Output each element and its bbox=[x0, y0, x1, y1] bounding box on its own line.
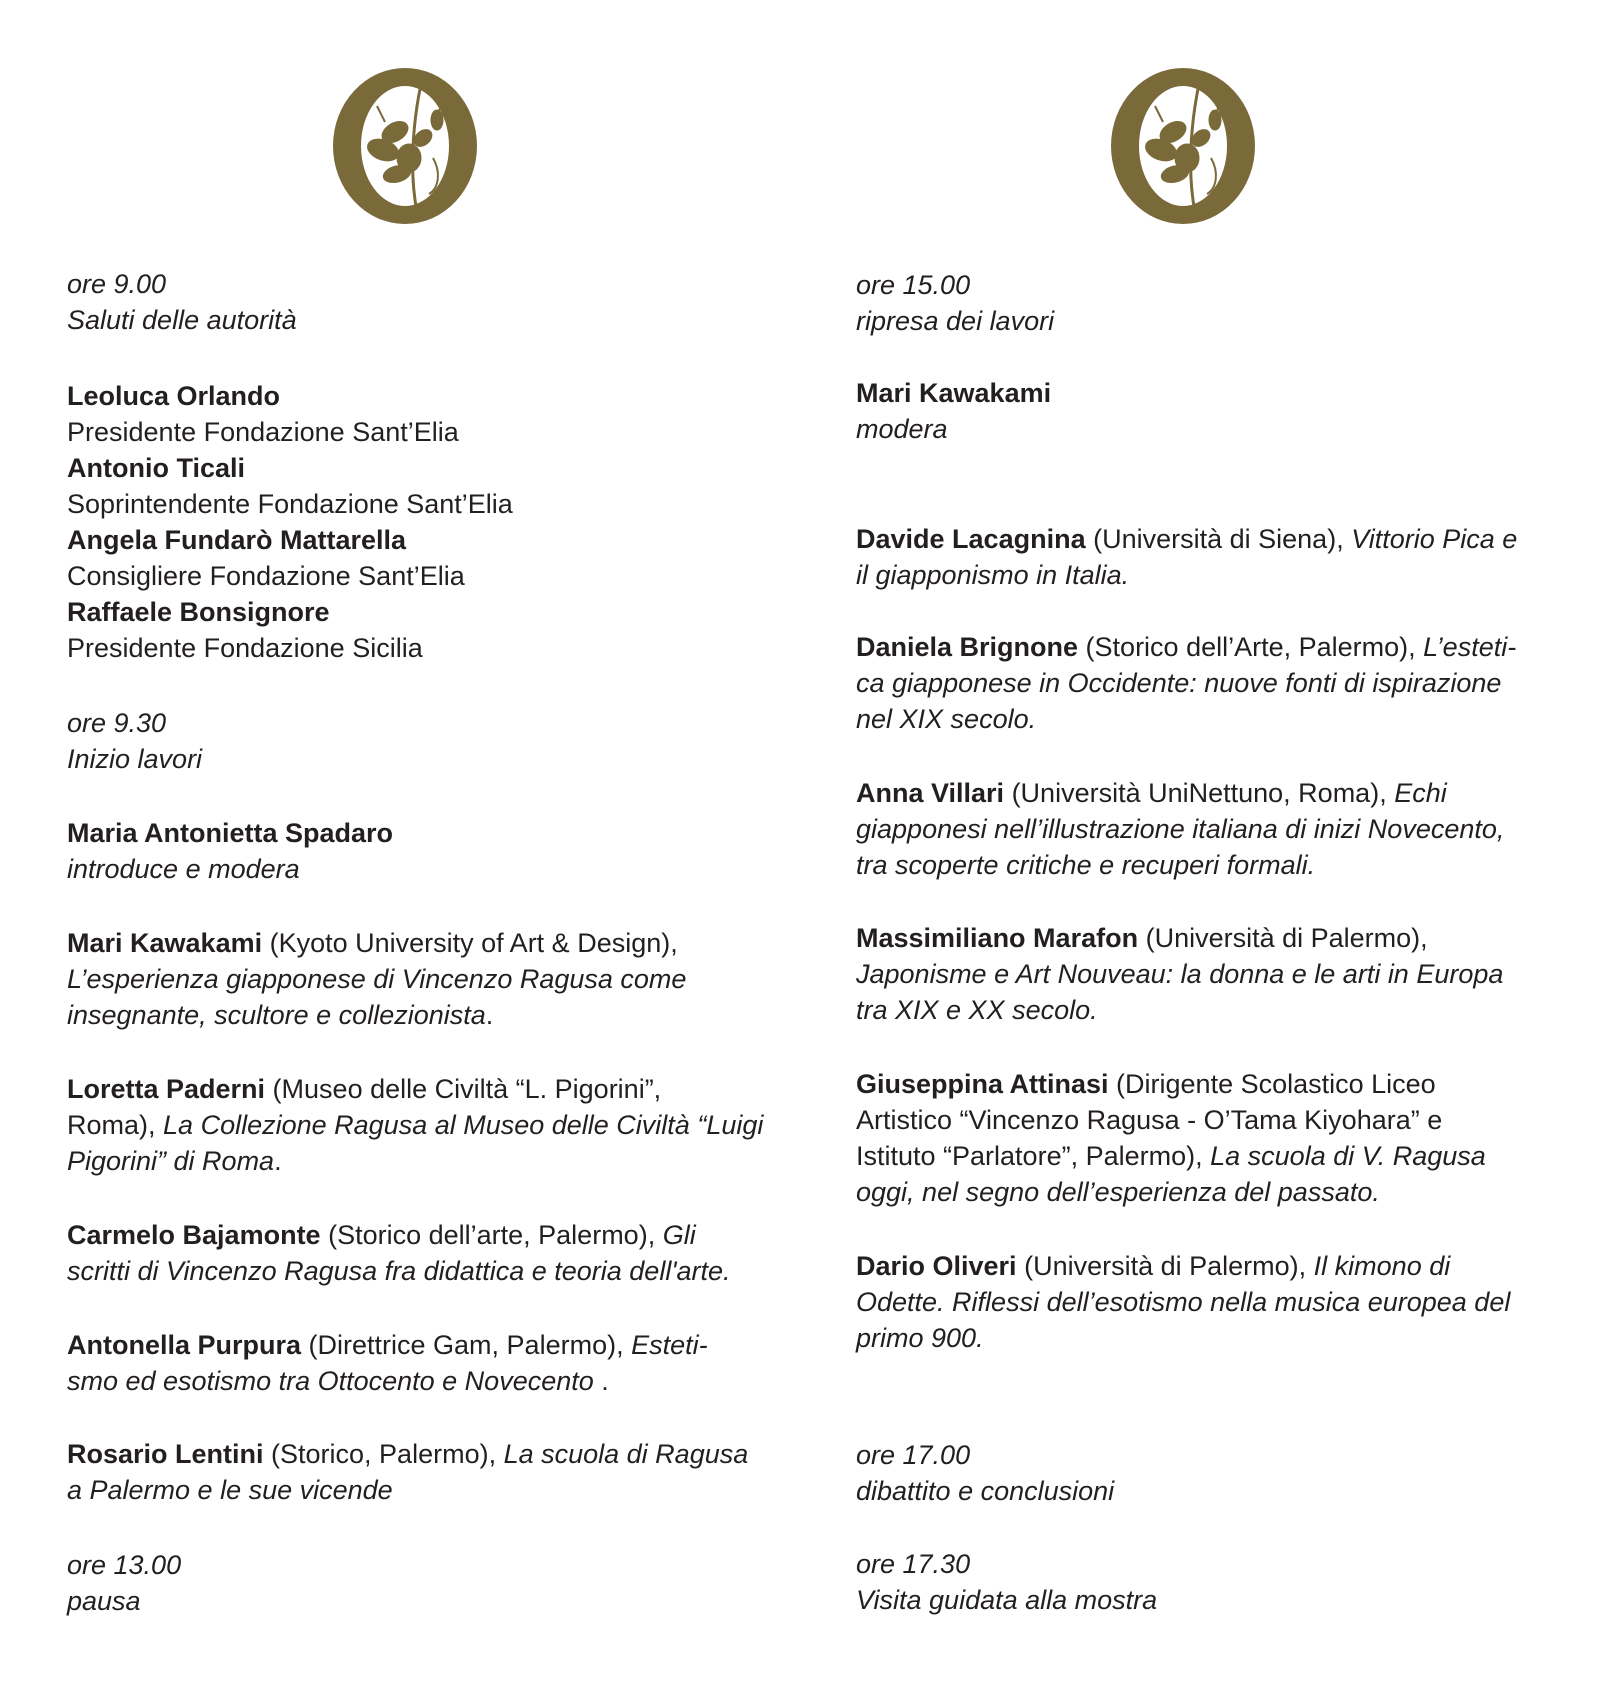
moderator-name: Maria Antonietta Spadaro bbox=[67, 818, 394, 848]
talk-entry: Antonella Purpura (Direttrice Gam, Palermo), Esteti- bbox=[67, 1330, 708, 1360]
speaker-name: Angela Fundarò Mattarella bbox=[67, 525, 407, 555]
time-label: ore 9.30 bbox=[67, 708, 167, 738]
time-label: ore 15.00 bbox=[856, 270, 971, 300]
talk-entry bbox=[856, 1066, 1436, 1103]
speaker-affiliation: (Dirigente Scolastico Liceo bbox=[1108, 1069, 1436, 1099]
moderator-name: Mari Kawakami bbox=[856, 378, 1052, 408]
talk-entry bbox=[67, 1071, 661, 1108]
talk-title: Roma), La Collezione Ragusa al Museo delle Civiltà “Luigi bbox=[67, 1110, 764, 1140]
orchid-logo-icon bbox=[325, 62, 485, 230]
talk-title: insegnante, scultore e collezionista. bbox=[67, 1000, 494, 1030]
speaker-affiliation: (Università UniNettuno, Roma), bbox=[1004, 778, 1395, 808]
speaker-affiliation: (Museo delle Civiltà “L. Pigorini”, bbox=[265, 1074, 662, 1104]
talk-entry bbox=[67, 925, 678, 962]
moderator-role: modera bbox=[856, 414, 948, 444]
session-label: pausa bbox=[67, 1586, 141, 1616]
talk-entry bbox=[856, 920, 1428, 957]
session-label: Visita guidata alla mostra bbox=[856, 1585, 1158, 1615]
talk-title: ca giapponese in Occidente: nuove fonti di ispirazione bbox=[856, 668, 1502, 698]
speaker-affiliation: (Università di Siena), bbox=[1085, 524, 1352, 554]
talk-entry: Davide Lacagnina (Università di Siena), Vittorio Pica e bbox=[856, 524, 1518, 554]
speaker-role: Presidente Fondazione Sicilia bbox=[67, 633, 423, 663]
talk-title: Pigorini” di Roma. bbox=[67, 1146, 282, 1176]
talk-title: a Palermo e le sue vicende bbox=[67, 1475, 393, 1505]
talk-title: nel XIX secolo. bbox=[856, 704, 1037, 734]
talk-title: Istituto “Parlatore”, Palermo), La scuola di V. Ragusa bbox=[856, 1141, 1486, 1171]
speaker-name: Davide Lacagnina bbox=[856, 524, 1086, 554]
speaker-name: Raffaele Bonsignore bbox=[67, 597, 330, 627]
speaker-name: Massimiliano Marafon bbox=[856, 923, 1139, 953]
talk-title: L’esperienza giapponese di Vincenzo Ragusa come bbox=[67, 964, 687, 994]
speaker-name: Anna Villari bbox=[856, 778, 1005, 808]
talk-title: smo ed esotismo tra Ottocento e Novecento . bbox=[67, 1366, 609, 1396]
talk-entry: Daniela Brignone (Storico dell’Arte, Palermo), L’esteti- bbox=[856, 632, 1517, 662]
talk-entry: Rosario Lentini (Storico, Palermo), La scuola di Ragusa bbox=[67, 1439, 749, 1469]
time-label: ore 9.00 bbox=[67, 269, 167, 299]
speaker-affiliation: (Direttrice Gam, Palermo), bbox=[301, 1330, 632, 1360]
talk-title: il giapponismo in Italia. bbox=[856, 560, 1130, 590]
speaker-name: Antonella Purpura bbox=[67, 1330, 302, 1360]
speaker-name: Rosario Lentini bbox=[67, 1439, 264, 1469]
speaker-name: Daniela Brignone bbox=[856, 632, 1079, 662]
speaker-name: Dario Oliveri bbox=[856, 1251, 1017, 1281]
talk-title: oggi, nel segno dell’esperienza del passato. bbox=[856, 1177, 1380, 1207]
speaker-role: Presidente Fondazione Sant’Elia bbox=[67, 417, 459, 447]
time-label: ore 17.30 bbox=[856, 1549, 971, 1579]
talk-title: scritti di Vincenzo Ragusa fra didattica e teoria dell'arte. bbox=[67, 1256, 731, 1286]
talk-title: giapponesi nell’illustrazione italiana di inizi Novecento, bbox=[856, 814, 1505, 844]
speaker-affiliation: (Storico, Palermo), bbox=[263, 1439, 504, 1469]
speaker-affiliation: (Università di Palermo), bbox=[1016, 1251, 1314, 1281]
speaker-role: Soprintendente Fondazione Sant’Elia bbox=[67, 489, 513, 519]
session-label: dibattito e conclusioni bbox=[856, 1476, 1115, 1506]
speaker-role: Consigliere Fondazione Sant’Elia bbox=[67, 561, 465, 591]
speaker-name: Leoluca Orlando bbox=[67, 381, 281, 411]
talk-title: primo 900. bbox=[856, 1323, 984, 1353]
speaker-name: Giuseppina Attinasi bbox=[856, 1069, 1109, 1099]
talk-title: tra scoperte critiche e recuperi formali. bbox=[856, 850, 1316, 880]
talk-title: tra XIX e XX secolo. bbox=[856, 995, 1098, 1025]
time-label: ore 13.00 bbox=[67, 1550, 182, 1580]
speaker-name: Mari Kawakami bbox=[67, 928, 263, 958]
speaker-name: Carmelo Bajamonte bbox=[67, 1220, 321, 1250]
orchid-logo-icon bbox=[1103, 62, 1263, 230]
time-label: ore 17.00 bbox=[856, 1440, 971, 1470]
speaker-affiliation: (Storico dell’arte, Palermo), bbox=[320, 1220, 663, 1250]
speaker-name: Antonio Ticali bbox=[67, 453, 246, 483]
session-label: Inizio lavori bbox=[67, 744, 203, 774]
session-label: ripresa dei lavori bbox=[856, 306, 1055, 336]
speaker-affiliation: (Kyoto University of Art & Design), bbox=[262, 928, 678, 958]
moderator-role: introduce e modera bbox=[67, 854, 300, 884]
speaker-affiliation: Artistico “Vincenzo Ragusa - O’Tama Kiyohara” e bbox=[856, 1105, 1443, 1135]
talk-title: Odette. Riflessi dell’esotismo nella musica europea del bbox=[856, 1287, 1511, 1317]
session-label: Saluti delle autorità bbox=[67, 305, 297, 335]
speaker-affiliation: (Università di Palermo), bbox=[1138, 923, 1428, 953]
talk-title: Japonisme e Art Nouveau: la donna e le arti in Europa bbox=[856, 959, 1504, 989]
speaker-affiliation: (Storico dell’Arte, Palermo), bbox=[1078, 632, 1424, 662]
talk-entry: Anna Villari (Università UniNettuno, Roma), Echi bbox=[856, 778, 1447, 808]
talk-entry: Carmelo Bajamonte (Storico dell’arte, Palermo), Gli bbox=[67, 1220, 696, 1250]
talk-entry: Dario Oliveri (Università di Palermo), Il kimono di bbox=[856, 1251, 1451, 1281]
speaker-name: Loretta Paderni bbox=[67, 1074, 266, 1104]
